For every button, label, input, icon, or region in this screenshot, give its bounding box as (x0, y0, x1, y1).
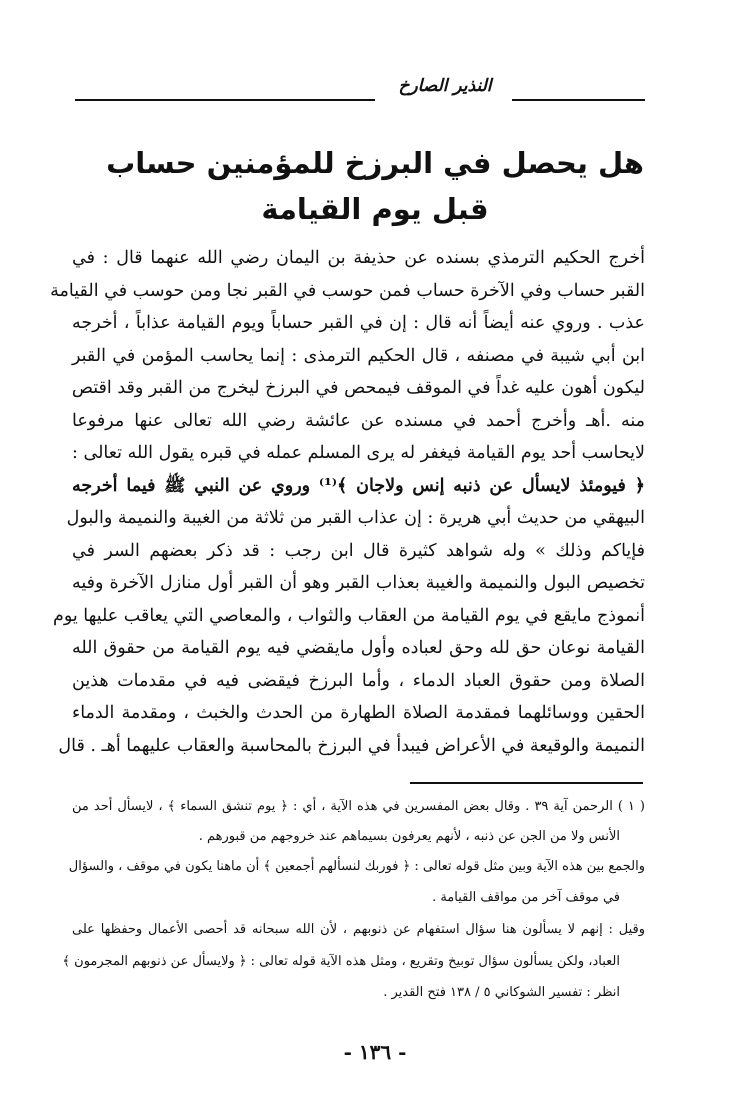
body-line: أنموذج مايقع في يوم القيامة من العقاب والثواب ، والمعاصي التي يعاقب عليها يوم (53, 605, 645, 626)
header-rule-left (75, 99, 375, 101)
footnote-separator (410, 782, 643, 784)
footnote-line: والجمع بين هذه الآية وبين مثل قوله تعالى : ﴿ فوربك لنسألهم أجمعين ﴾ أن ماهنا يكون في موقف ، والسؤال (68, 859, 645, 874)
body-line: فإياكم وذلك » وله شواهد كثيرة قال ابن رجب : قد ذكر بعضهم السر في (72, 540, 645, 561)
body-line: ابن أبي شيبة في مصنفه ، قال الحكيم الترمذى : إنما يحاسب المؤمن في القبر (72, 345, 645, 366)
chapter-title-line-2: قبل يوم القيامة (261, 192, 489, 226)
chapter-title-line-1: هل يحصل في البرزخ للمؤمنين حساب (106, 146, 644, 180)
body-line: البيهقي من حديث أبي هريرة : إن عذاب القبر من ثلاثة من الغيبة والنميمة والبول (66, 508, 645, 528)
footnote-line: العباد، ولكن يسألون سؤال توبيخ وتقريع ، ومثل هذه الآية قوله تعالى : ﴿ ولايسأل عن ذنوبهم المجرمون ﴾ (62, 954, 620, 969)
body-line: تخصيص البول والنميمة والغيبة بعذاب القبر وهو أن القبر أول منازل الآخرة وفيه (72, 573, 645, 593)
body-line: منه .أهـ وأخرج أحمد في مسنده عن عائشة رضي الله تعالى عنها مرفوعا (72, 410, 645, 431)
body-line: عذب . وروي عنه أيضاً أنه قال : إن في القبر حساباً ويوم القيامة عذاباً ، أخرجه (72, 313, 645, 333)
body-line: أخرج الحكيم الترمذي بسنده عن حذيفة بن اليمان رضي الله عنهما قال : في (72, 248, 645, 268)
header-rule-right (512, 99, 645, 101)
body-line: ﴿ فيومئذ لايسأل عن ذنبه إنس ولاجان ﴾⁽¹⁾ وروي عن النبي ﷺ فيما أخرجه (72, 475, 645, 496)
footnote-line: وقيل : إنهم لا يسألون هنا سؤال استفهام عن ذنوبهم ، لأن الله سبحانه قد أحصى الأعمال وحفظها على (72, 922, 645, 937)
body-line: الصلاة ومن حقوق العباد الدماء ، وأما البرزخ فيقضى فيه في مقدمات هذين (72, 670, 645, 691)
footnote-line: انظر : تفسير الشوكاني ٥ / ١٣٨ فتح القدير . (383, 985, 620, 1000)
body-line: لايحاسب أحد يوم القيامة فيغفر له يرى المسلم عمله في قبره يقول الله تعالى : (72, 443, 645, 463)
footnote-line: ( ١ ) الرحمن آية ٣٩ . وقال بعض المفسرين في هذه الآية ، أي : ﴿ يوم تنشق السماء ﴾ ، لايسأل أحد من (72, 799, 645, 814)
body-line: القبر حساب وفي الآخرة حساب فمن حوسب في القبر نجا ومن حوسب في القيامة (50, 280, 645, 301)
body-line: الحقين ووسائلهما فمقدمة الصلاة الطهارة من الحدث والخبث ، ومقدمة الدماء (72, 703, 645, 723)
body-line: ليكون أهون عليه غداً في الموقف فيمحص في البرزخ ليخرج من القبر وقد اقتص (71, 378, 645, 398)
running-title: النذير الصارخ (398, 76, 492, 96)
footnote-line: الأنس ولا من الجن عن ذنبه ، لأنهم يعرفون بسيماهم عند خروجهم من قبورهم . (198, 829, 620, 844)
footnote-line: في موقف آخر من مواقف القيامة . (432, 890, 620, 905)
page-number: - ١٣٦ - (343, 1040, 407, 1064)
body-line: القيامة نوعان حق لله وحق لعباده وأول مايقضي فيه يوم القيامة من حقوق الله (72, 638, 645, 658)
body-line: النميمة والوقيعة في الأعراض فيبدأ في البرزخ بالمحاسبة والعقاب عليهما أهـ . قال (58, 735, 645, 756)
